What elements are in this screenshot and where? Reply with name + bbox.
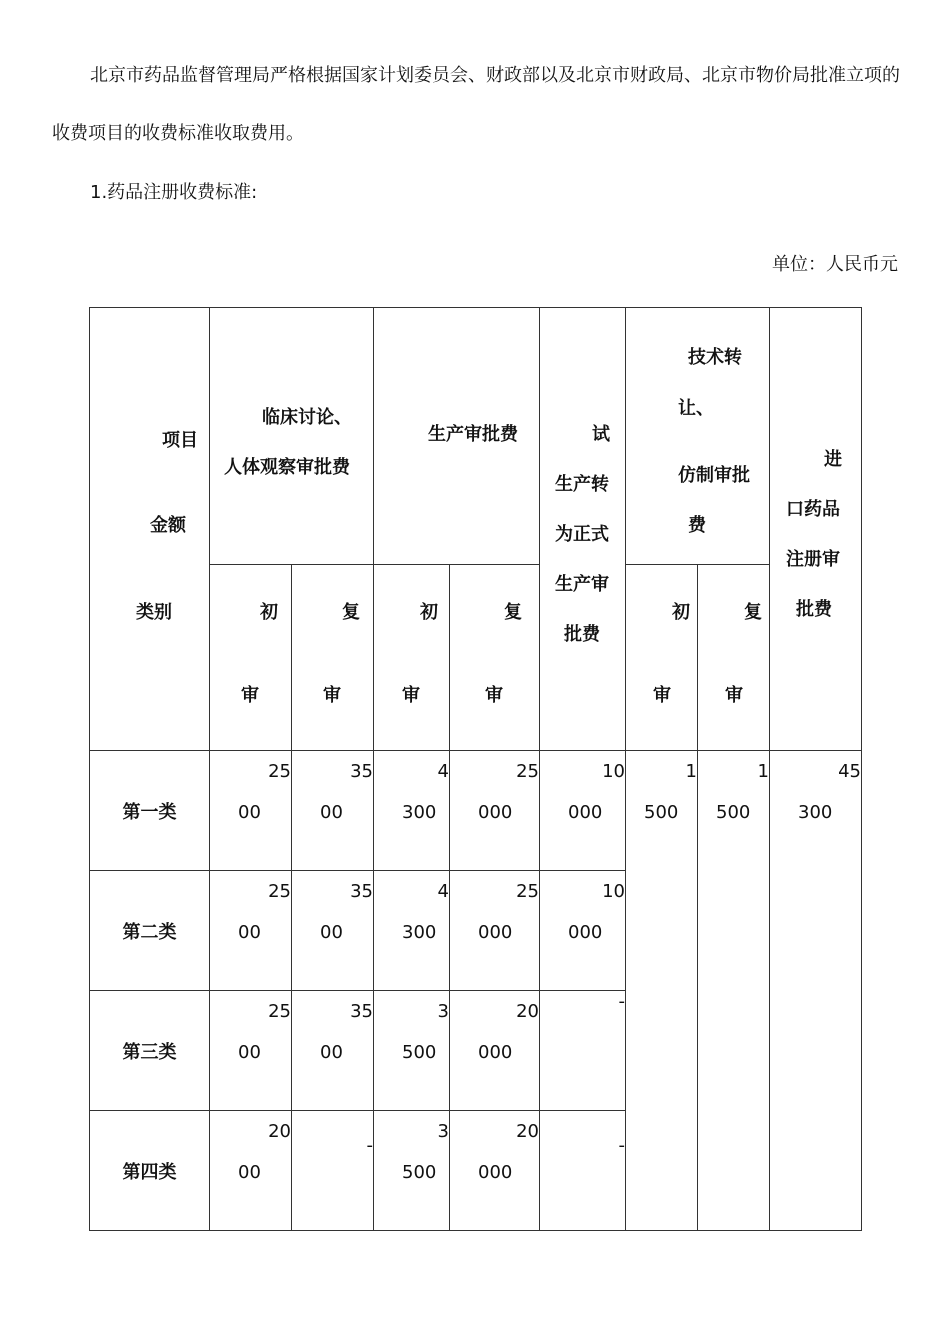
cell-value: 10 000 [540, 871, 626, 991]
header-trial: 试 生产转 为正式 生产审 批费 [540, 308, 626, 751]
cell-value: 20 000 [450, 1111, 540, 1231]
cell-value: 25 000 [450, 751, 540, 871]
cell-value: 25 00 [210, 871, 292, 991]
header-import: 进 口药品 注册审 批费 [770, 308, 862, 751]
cell-value: 3 500 [374, 1111, 450, 1231]
cell-value: 25 000 [450, 871, 540, 991]
row-label: 第三类 [90, 991, 210, 1111]
row-label: 第四类 [90, 1111, 210, 1231]
corner-amount: 金额 [150, 515, 186, 536]
table-row [90, 751, 862, 871]
intro-paragraph: 北京市药品监督管理局严格根据国家计划委员会、财政部以及北京市财政局、北京市物价局批准立项的收费项目的收费标准收取费用。 [52, 65, 900, 144]
header-production: 生产审批费 [374, 308, 540, 565]
cell-value: 35 00 [292, 991, 374, 1111]
header-clinical: 临床讨论、 人体观察审批费 [210, 308, 374, 565]
row-label: 第二类 [90, 871, 210, 991]
cell-value: 4 300 [374, 871, 450, 991]
cell-value: - [540, 991, 626, 1111]
cell-value: 3 500 [374, 991, 450, 1111]
row-label: 第一类 [90, 751, 210, 871]
cell-value: 20 00 [210, 1111, 292, 1231]
cell-value: - [292, 1111, 374, 1231]
sub-initial-clinical: 初 审 [210, 565, 292, 751]
cell-value: 25 00 [210, 751, 292, 871]
header-transfer: 技术转 让、 仿制审批 费 [626, 308, 770, 565]
section-title: 1.药品注册收费标准: [90, 182, 258, 203]
cell-value: 20 000 [450, 991, 540, 1111]
unit-label: 单位：人民币元 [772, 254, 898, 275]
sub-initial-transfer: 初 审 [626, 565, 698, 751]
sub-review-clinical: 复 审 [292, 565, 374, 751]
sub-review-transfer: 复 审 [698, 565, 770, 751]
fee-table [89, 307, 862, 1231]
merged-import-fee: 45 300 [770, 751, 862, 1231]
corner-category: 类别 [136, 602, 172, 623]
cell-value: 25 00 [210, 991, 292, 1111]
corner-header [90, 308, 210, 751]
cell-value: 35 00 [292, 751, 374, 871]
corner-item: 项目 [162, 430, 198, 451]
merged-transfer-review: 1 500 [698, 751, 770, 1231]
cell-value: - [540, 1111, 626, 1231]
merged-transfer-initial: 1 500 [626, 751, 698, 1231]
sub-review-production: 复 审 [450, 565, 540, 751]
cell-value: 10 000 [540, 751, 626, 871]
cell-value: 4 300 [374, 751, 450, 871]
sub-initial-production: 初 审 [374, 565, 450, 751]
cell-value: 35 00 [292, 871, 374, 991]
